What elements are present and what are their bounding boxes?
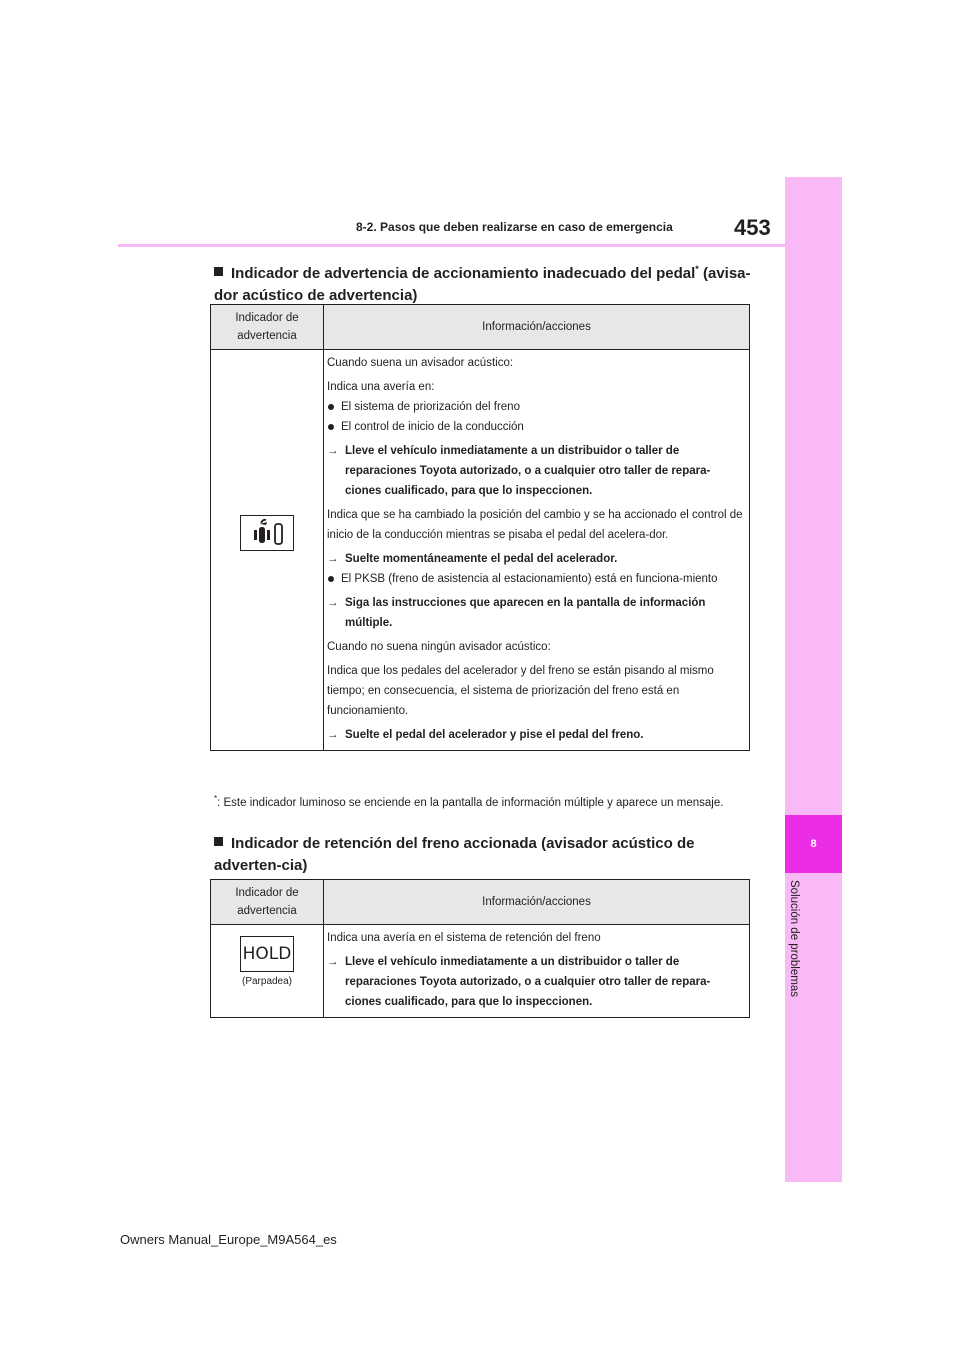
heading-square-icon bbox=[214, 837, 223, 846]
table-row bbox=[211, 350, 750, 751]
hold-indicator-icon: HOLD bbox=[240, 936, 294, 972]
info-text: Indica una avería en: bbox=[327, 381, 435, 393]
list-item-text: El sistema de priorización del freno bbox=[341, 401, 520, 413]
section1-heading-rest: (avisa-dor acústico de advertencia) bbox=[214, 265, 751, 304]
info-text: Cuando suena un avisador acústico: bbox=[327, 357, 514, 369]
chapter-label bbox=[786, 880, 802, 1025]
bullet-icon bbox=[328, 404, 334, 410]
info-text: Cuando no suena ningún avisador acústico: bbox=[327, 641, 551, 653]
info-text: Indica una avería en el sistema de retención del freno bbox=[327, 932, 601, 944]
list-item bbox=[327, 569, 745, 589]
heading-square-icon bbox=[214, 267, 223, 276]
icon-caption: (Parpadea) bbox=[241, 976, 293, 987]
list-item-text: El PKSB (freno de asistencia al estacionamiento) está en funciona-miento bbox=[341, 573, 718, 585]
list-item bbox=[327, 397, 745, 417]
footnote-text: : Este indicador luminoso se enciende en la pantalla de información múltiple y aparece un mensaje. bbox=[217, 796, 724, 809]
list-item-text: El control de inicio de la conducción bbox=[341, 421, 524, 433]
warning-table-2 bbox=[210, 879, 750, 1018]
chapter-number-badge: 8 bbox=[785, 815, 842, 873]
info-cell bbox=[324, 350, 750, 751]
action-text: Lleve el vehículo inmediatamente a un distribuidor o taller de reparaciones Toyota autorizado, o a cualquier otro taller de repara-ciones cualificado, para que lo inspeccionen. bbox=[345, 445, 711, 497]
arrow-icon: → bbox=[327, 729, 339, 741]
footnote-mark: * bbox=[214, 794, 218, 803]
action-text: Lleve el vehículo inmediatamente a un distribuidor o taller de reparaciones Toyota autorizado, o a cualquier otro taller de repara-ciones cualificado, para que lo inspeccionen. bbox=[345, 956, 711, 1008]
section2-heading bbox=[214, 833, 754, 877]
section1-heading-mark: * bbox=[695, 264, 699, 274]
action-text: Suelte el pedal del acelerador y pise el pedal del freno. bbox=[345, 729, 644, 741]
action-item bbox=[327, 549, 745, 569]
arrow-icon: → bbox=[327, 445, 339, 457]
info-cell bbox=[324, 925, 750, 1018]
column-header-indicator: Indicador de advertencia bbox=[211, 305, 324, 350]
chapter-label-text: Solución de problemas bbox=[788, 880, 800, 997]
column-header-indicator: Indicador de advertencia bbox=[211, 880, 324, 925]
chapter-side-tab bbox=[785, 177, 842, 1182]
header-rule bbox=[118, 244, 785, 247]
bullet-icon bbox=[328, 424, 334, 430]
table-header-row bbox=[211, 880, 750, 925]
section2-heading-text: Indicador de retención del freno accionada (avisador acústico de adverten-cia) bbox=[214, 835, 695, 874]
indicator-cell bbox=[211, 350, 324, 751]
column-header-info: Información/acciones bbox=[324, 305, 750, 350]
info-text: Indica que los pedales del acelerador y del freno se están pisando al mismo tiempo; en consecuencia, el sistema de priorización del freno está en funcionamiento. bbox=[327, 665, 714, 717]
action-item bbox=[327, 441, 745, 501]
pedal-warning-icon bbox=[240, 515, 294, 551]
warning-table-1 bbox=[210, 304, 750, 751]
arrow-icon: → bbox=[327, 956, 339, 968]
action-text: Suelte momentáneamente el pedal del acelerador. bbox=[345, 553, 618, 565]
section1-heading bbox=[214, 258, 754, 307]
action-item bbox=[327, 593, 745, 633]
table-header-row bbox=[211, 305, 750, 350]
table-row bbox=[211, 925, 750, 1018]
info-text: Indica que se ha cambiado la posición del cambio y se ha accionado el control de inicio de la conducción mientras se pisaba el pedal del acelera-dor. bbox=[327, 509, 743, 541]
arrow-icon: → bbox=[327, 553, 339, 565]
action-text: Siga las instrucciones que aparecen en la pantalla de información múltiple. bbox=[345, 597, 706, 629]
action-item bbox=[327, 725, 745, 745]
bullet-icon bbox=[328, 576, 334, 582]
list-item bbox=[327, 417, 745, 437]
section-title: 8-2. Pasos que deben realizarse en caso de emergencia bbox=[356, 220, 673, 234]
indicator-cell bbox=[211, 925, 324, 1018]
action-item bbox=[327, 952, 745, 1012]
footnote bbox=[214, 789, 754, 813]
arrow-icon: → bbox=[327, 597, 339, 609]
section1-heading-text: Indicador de advertencia de accionamiento inadecuado del pedal bbox=[231, 265, 696, 282]
column-header-info: Información/acciones bbox=[324, 880, 750, 925]
footer-text: Owners Manual_Europe_M9A564_es bbox=[120, 1232, 337, 1247]
page-number: 453 bbox=[734, 215, 771, 240]
